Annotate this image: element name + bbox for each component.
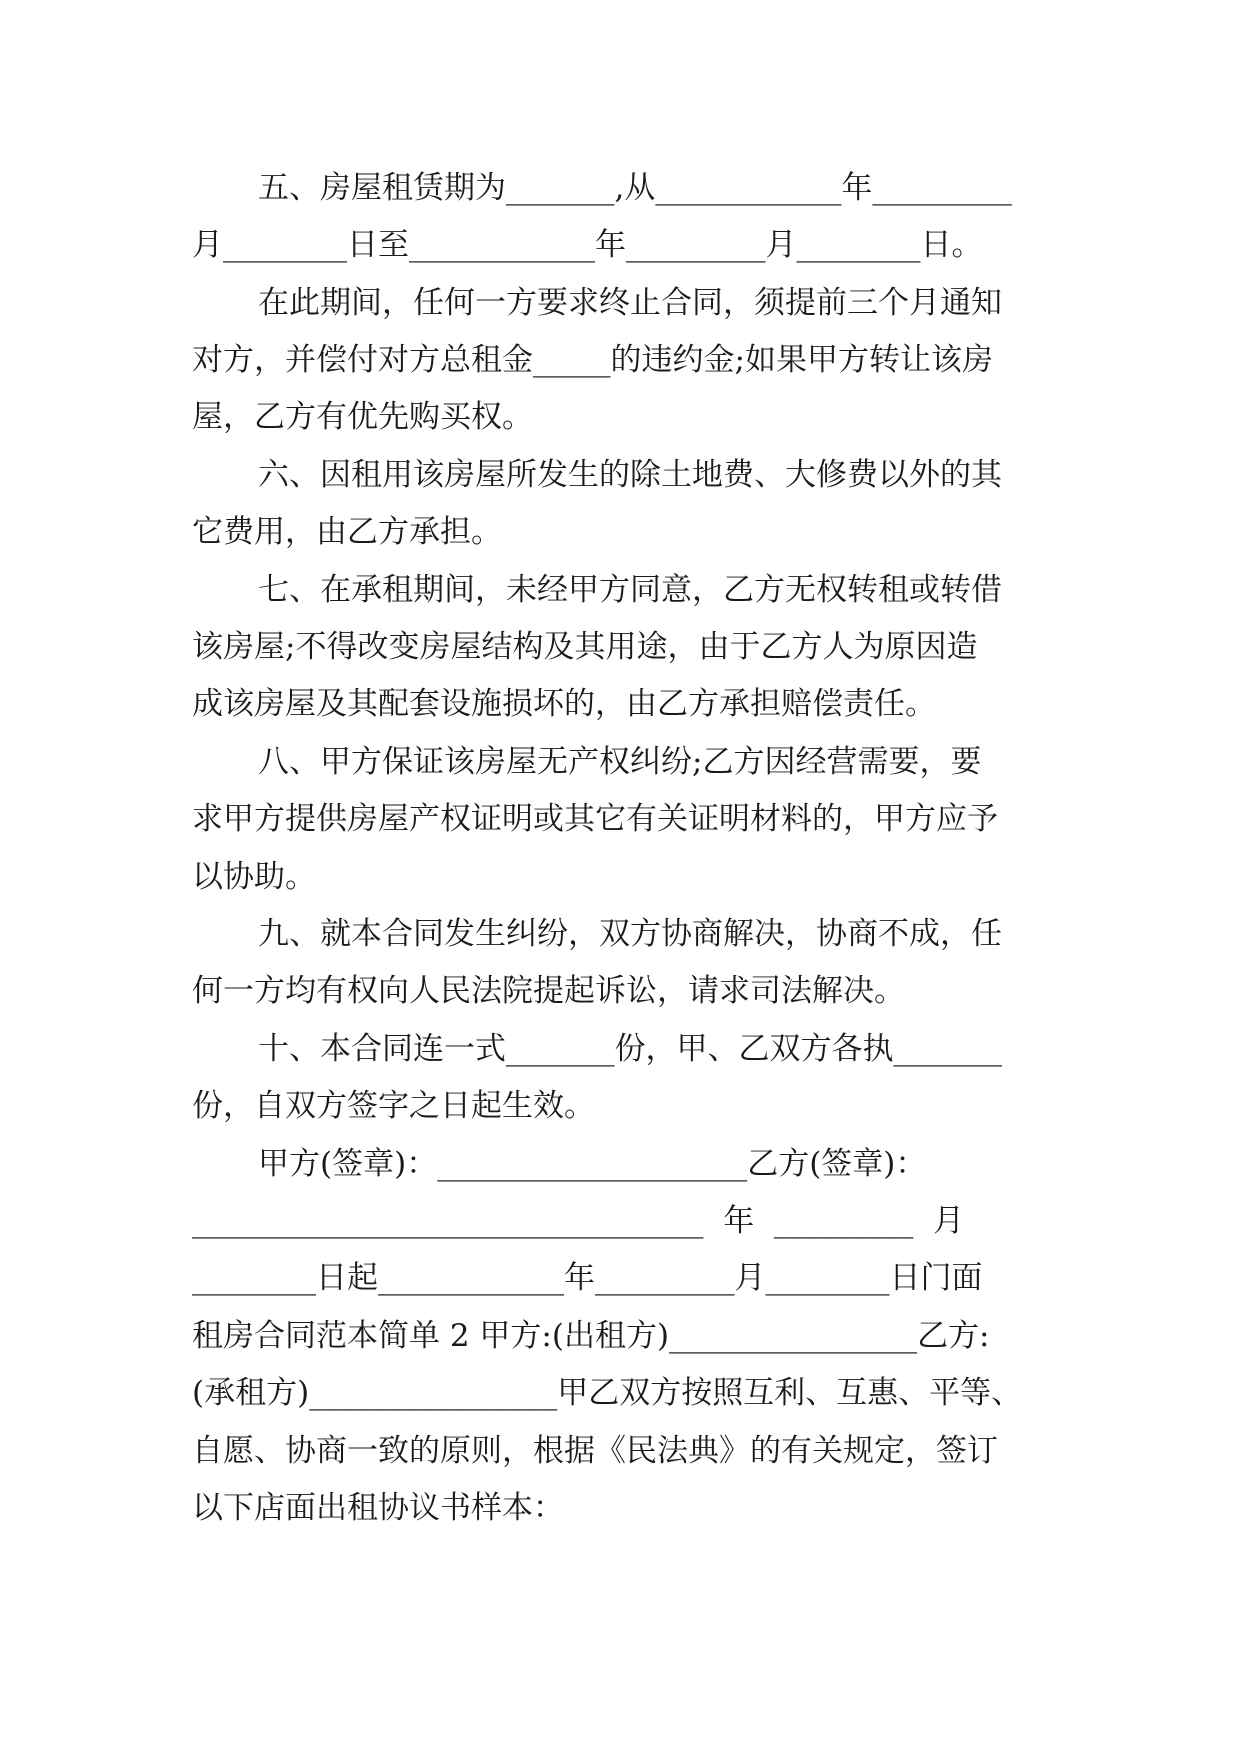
text-line: 该房屋;不得改变房屋结构及其用途，由于乙方人为原因造: [192, 629, 978, 665]
text-line: 它费用，由乙方承担。: [192, 514, 502, 550]
text-line: 十、本合同连一式_______份，甲、乙双方各执_______: [258, 1031, 1002, 1067]
text-line: ________日起____________年_________月________日门面: [192, 1260, 983, 1296]
text-line: 月________日至____________年_________月________日。: [192, 227, 983, 263]
text-line: 自愿、协商一致的原则，根据《民法典》的有关规定，签订: [192, 1433, 998, 1469]
text-line: 以协助。: [192, 859, 316, 895]
text-line: 九、就本合同发生纠纷，双方协商解决，协商不成，任: [258, 916, 1002, 952]
text-line: 七、在承租期间，未经甲方同意，乙方无权转租或转借: [258, 572, 1002, 608]
signature-line: 甲方(签章)：____________________乙方(签章)：: [258, 1146, 927, 1182]
text-line: 六、因租用该房屋所发生的除土地费、大修费以外的其: [258, 457, 1002, 493]
text-line: 在此期间，任何一方要求终止合同，须提前三个月通知: [258, 285, 1002, 321]
text-line: 何一方均有权向人民法院提起诉讼，请求司法解决。: [192, 973, 905, 1009]
text-line: 租房合同范本简单 2 甲方:(出租方)________________乙方:: [192, 1318, 990, 1354]
text-line: 八、甲方保证该房屋无产权纠纷;乙方因经营需要，要: [258, 744, 982, 780]
text-line: 对方，并偿付对方总租金_____的违约金;如果甲方转让该房: [192, 342, 993, 378]
text-line: _________________________________ 年 _________ 月: [192, 1203, 965, 1239]
text-line: 份，自双方签字之日起生效。: [192, 1088, 595, 1124]
text-line: 以下店面出租协议书样本：: [192, 1490, 564, 1526]
text-line: 成该房屋及其配套设施损坏的，由乙方承担赔偿责任。: [192, 686, 936, 722]
text-line: 求甲方提供房屋产权证明或其它有关证明材料的，甲方应予: [192, 801, 998, 837]
text-line: (承租方)________________甲乙双方按照互利、互惠、平等、: [192, 1375, 1023, 1411]
text-line: 屋，乙方有优先购买权。: [192, 399, 533, 435]
text-line: 五、房屋租赁期为_______,从____________年_________: [258, 170, 1012, 206]
